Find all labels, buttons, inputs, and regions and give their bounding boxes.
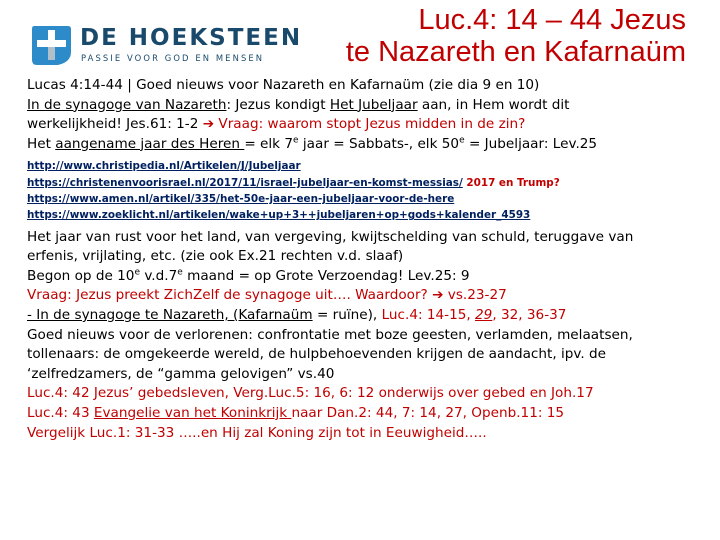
good-news-line <box>27 326 717 346</box>
sabbath-text-d: = Jubeljaar: Lev.25 <box>464 135 598 152</box>
atonement-day-line <box>27 267 717 287</box>
kingdom-ref-text: Luc.4: 43 <box>27 404 94 421</box>
synagogue-line <box>27 306 717 326</box>
synagogue-nazareth-text: In de synagoge van Nazareth <box>27 96 227 113</box>
question-2-line <box>27 286 717 306</box>
verse-29-text: 29 <box>475 306 493 323</box>
slide-title <box>346 4 686 68</box>
slide-title-line-2: te Nazareth en Kafarnaüm <box>345 36 686 68</box>
prayer-life-line <box>27 384 717 404</box>
verse-ref-text: vs.23-27 <box>443 287 507 304</box>
slide-body <box>27 76 717 443</box>
self-reliant-line <box>27 365 717 385</box>
jubilee-year-text: Het Jubeljaar <box>329 96 418 113</box>
zoeklicht-link[interactable]: https://www.zoeklicht.nl/artikelen/wake+up+3++jubeljaren+op+gods+kalender_4593 <box>27 209 531 222</box>
acceptable-year-text: aangename jaar des Heren <box>55 135 245 152</box>
logo-tagline: PASSIE VOOR GOD EN MENSEN <box>81 53 265 63</box>
verse-ref-text-end: , 32, 36-37 <box>492 306 567 323</box>
right-arrow-icon: ➔ <box>432 287 444 304</box>
superscript-e: e <box>177 267 183 278</box>
christipedia-link[interactable]: http://www.christipedia.nl/Artikelen/J/Jubeljaar <box>27 160 301 173</box>
self-reliant-text: ‘zelfredzamers, de “gamma gelovigen” vs.40 <box>27 365 335 382</box>
superscript-e: e <box>134 267 140 278</box>
link-item <box>27 191 717 207</box>
passage-heading <box>27 76 717 96</box>
kingdom-gospel-text: Evangelie van het Koninkrijk <box>93 404 292 421</box>
link-item <box>27 158 717 174</box>
jubilee-intro-line <box>27 96 717 116</box>
reality-text: werkelijkheid! Jes.61: 1-2 <box>27 116 203 133</box>
christenenvoorisrael-link[interactable]: https://christenenvoorisrael.nl/2017/11/israel-jubeljaar-en-komst-messias/ <box>27 176 463 189</box>
trump-note: 2017 en Trump? <box>462 176 560 189</box>
logo-name: DE HOEKSTEEN <box>80 25 303 51</box>
question-text: Vraag: waarom stopt Jezus midden in de zin? <box>214 116 526 133</box>
month-text: v.d.7 <box>140 267 178 284</box>
eternity-line <box>27 424 717 444</box>
eternity-text: Vergelijk Luc.1: 31-33 …..en Hij zal Koning zijn tot in Eeuwigheid….. <box>27 424 487 441</box>
prayer-life-text: Luc.4: 42 Jezus’ gebedsleven, Verg.Luc.5: 16, 6: 12 onderwijs over gebed en Joh.17 <box>27 385 594 402</box>
synagogue-text: - In de synagoge te Nazareth, (Kafarnaüm <box>27 306 313 323</box>
tax-collectors-text: tollenaars: de omgekeerde wereld, de hulpbehoevenden krijgen de aandacht, ipv. de <box>27 346 607 363</box>
inheritance-text: erfenis, vrijlating, etc. (zie ook Ex.21 rechten v.d. slaaf) <box>27 248 404 265</box>
jubilee-intro-text-end: aan, in Hem wordt dit <box>417 96 570 113</box>
rest-year-line <box>27 228 717 248</box>
good-news-text: Goed nieuws voor de verlorenen: confrontatie met boze geesten, verlamden, melaatsen, <box>27 326 633 343</box>
right-arrow-icon: ➔ <box>202 116 215 133</box>
rest-year-text: Het jaar van rust voor het land, van vergeving, kwijtschelding van schuld, teruggave van <box>27 228 634 245</box>
kingdom-gospel-line <box>27 404 717 424</box>
link-item <box>27 207 717 223</box>
superscript-e: e <box>459 135 465 146</box>
sabbath-year-line <box>27 135 717 155</box>
superscript-e: e <box>293 135 299 146</box>
link-item <box>27 175 717 191</box>
cornerstone-cross-icon <box>28 22 74 68</box>
sabbath-text-c: jaar = Sabbats-, elk 50 <box>298 135 460 152</box>
hoeksteen-logo <box>28 22 306 68</box>
verse-ref-text: Luc.4: 14-15, <box>381 306 476 323</box>
ruin-text: = ruïne), <box>312 306 382 323</box>
question-line <box>27 115 717 135</box>
sabbath-text-a: Het <box>27 135 56 152</box>
passage-heading-text: Lucas 4:14-44 | Goed nieuws voor Nazareth en Kafarnaüm (zie dia 9 en 10) <box>27 77 540 93</box>
began-text: Begon op de 10 <box>27 267 135 284</box>
jubilee-intro-text: : Jezus kondigt <box>226 96 330 113</box>
reference-links <box>27 158 717 223</box>
sabbath-text-b: = elk 7 <box>244 135 294 152</box>
atonement-text: maand = op Grote Verzoendag! Lev.25: 9 <box>182 267 470 284</box>
question-2-text: Vraag: Jezus preekt ZichZelf de synagoge uit…. Waardoor? <box>27 287 433 304</box>
daniel-ref-text: naar Dan.2: 44, 7: 14, 27, Openb.11: 15 <box>291 404 565 421</box>
amen-link[interactable]: https://www.amen.nl/artikel/335/het-50e-jaar-een-jubeljaar-voor-de-here <box>27 192 455 205</box>
slide-title-line-1: Luc.4: 14 – 44 Jezus <box>418 4 686 36</box>
inheritance-line <box>27 247 717 267</box>
tax-collectors-line <box>27 345 717 365</box>
